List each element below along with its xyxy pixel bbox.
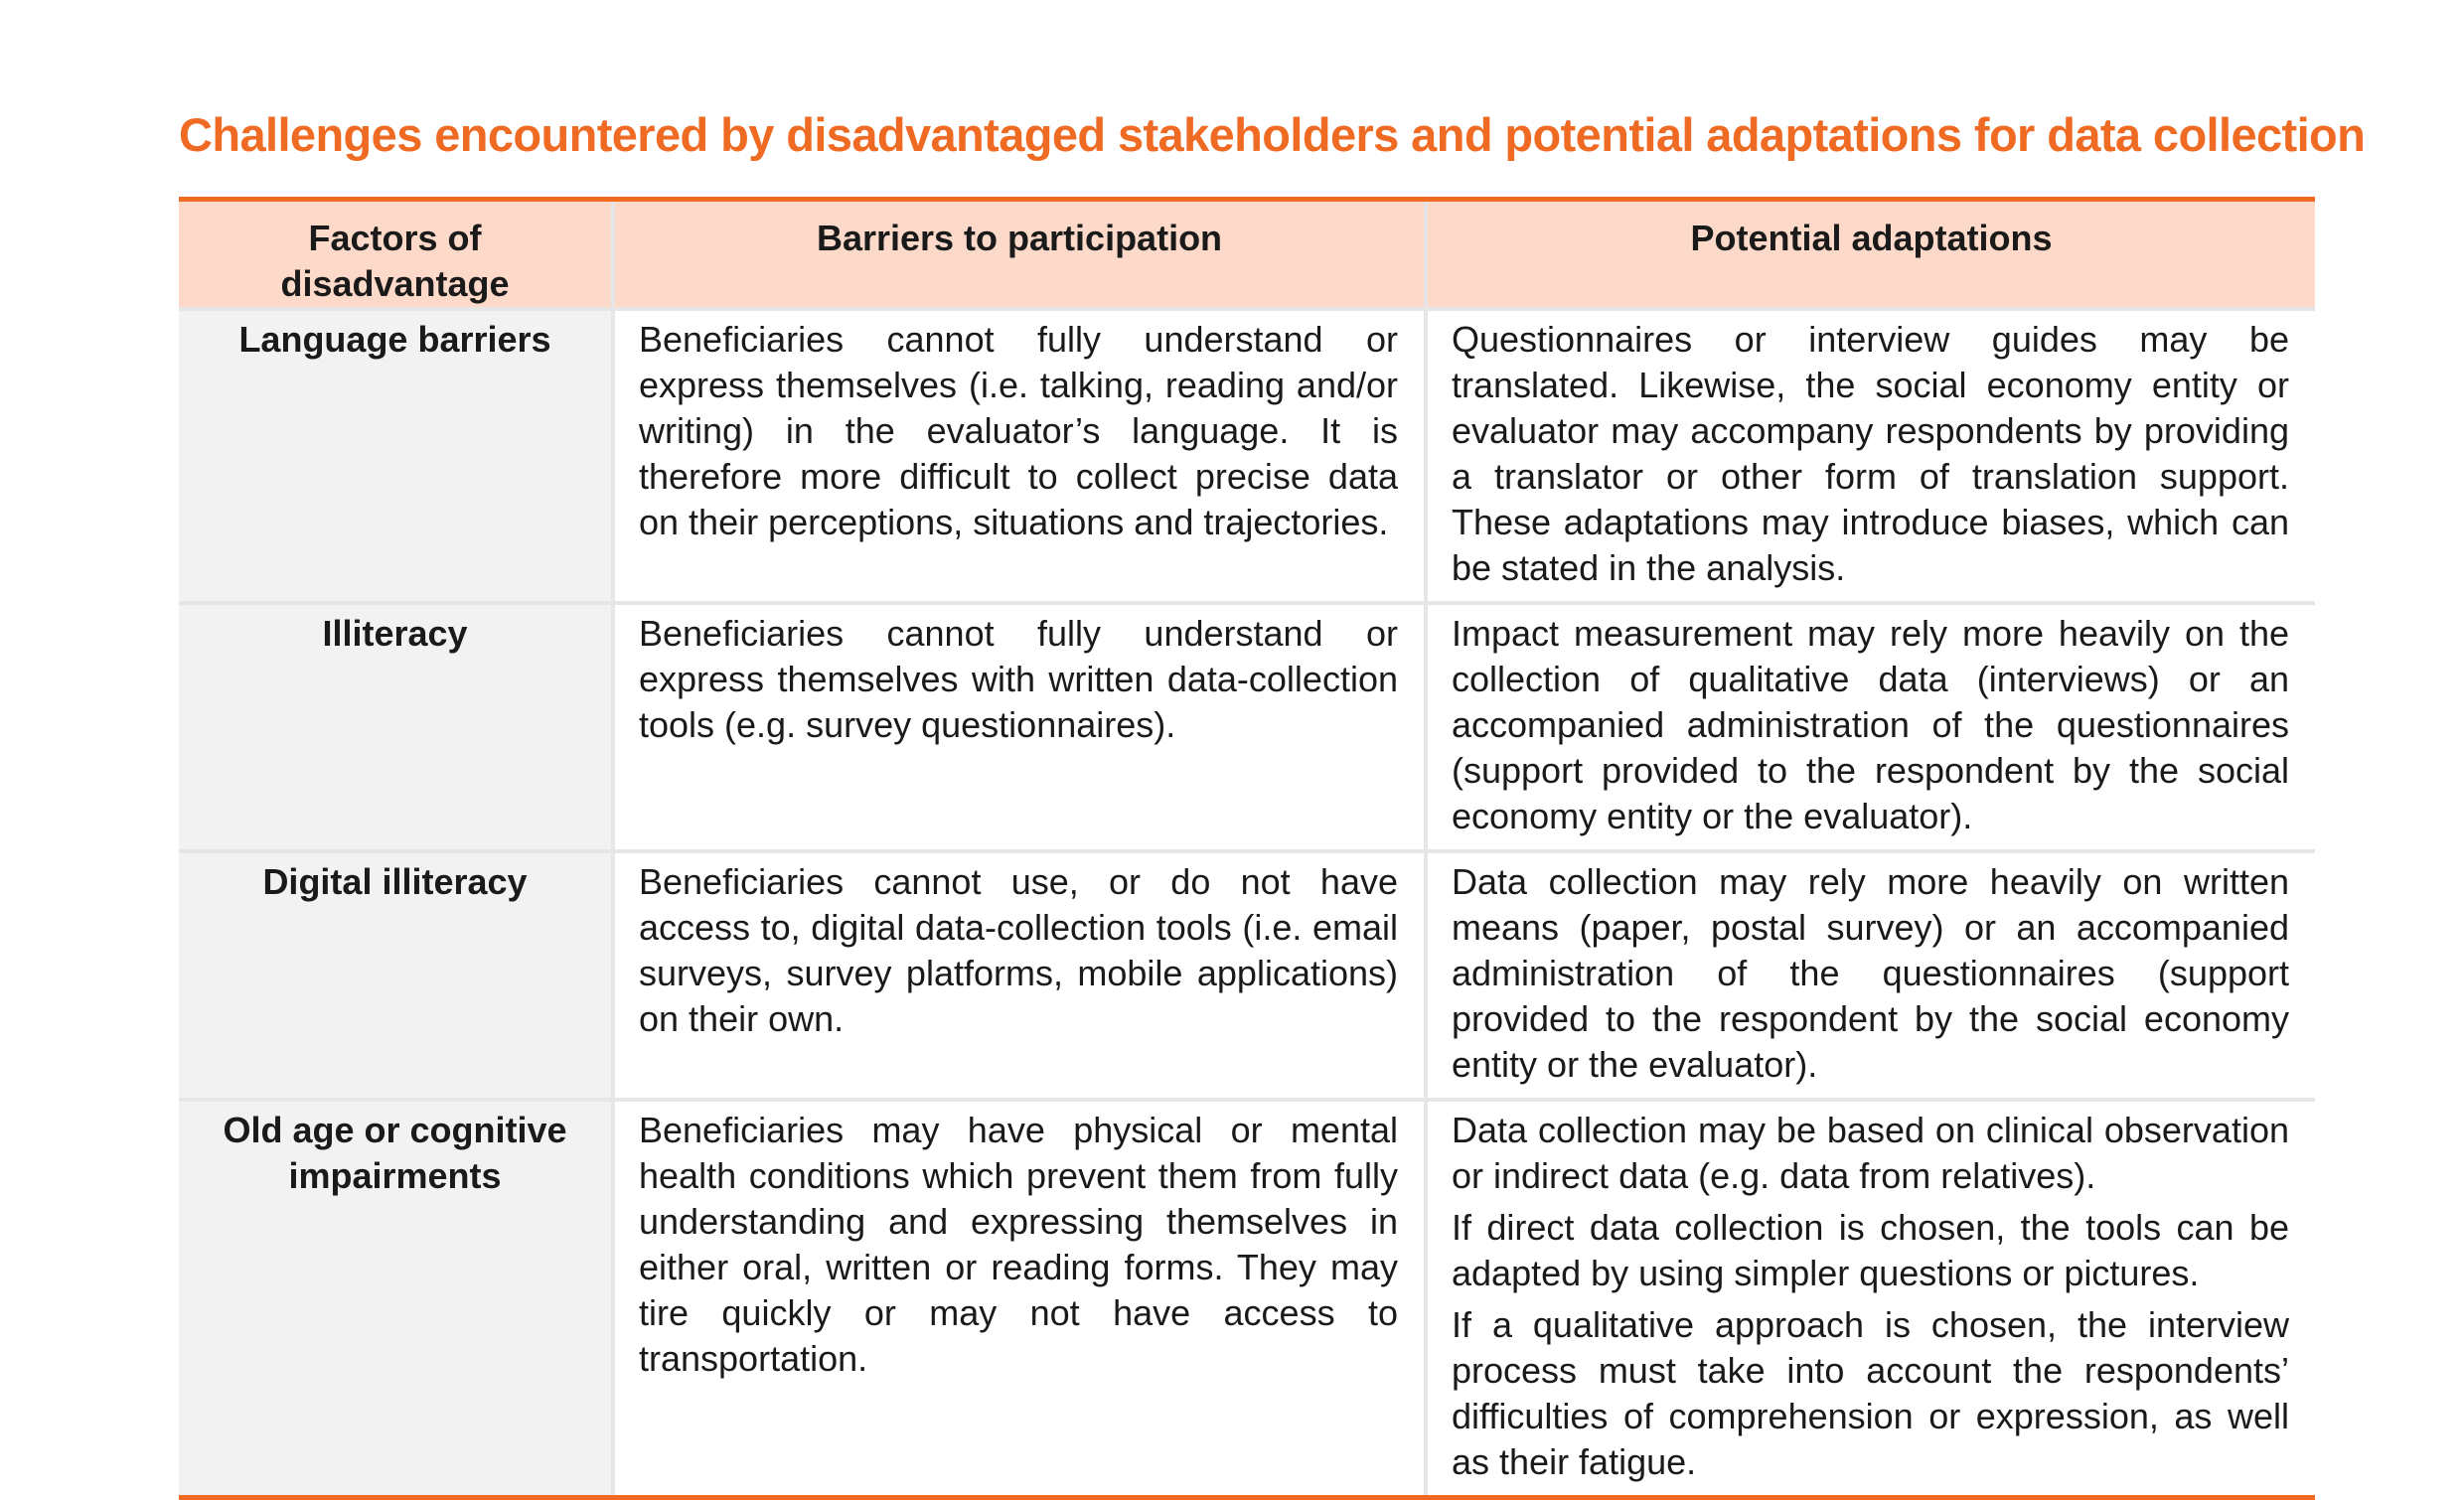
adaptation-cell [1426,1100,2315,1498]
factor-cell: Language barriers [179,309,613,603]
barrier-cell: Beneficiaries cannot fully understand or express themselves with written data-collection tools (e.g. survey questionnaires). [613,603,1426,851]
table-title: Challenges encountered by disadvantaged stakeholders and potential adaptations for data collection [179,108,2366,161]
adaptation-cell [1426,851,2315,1100]
header-factors: Factors of disadvantage [179,200,613,310]
header-row [179,200,2315,310]
factor-cell: Old age or cognitive impairments [179,1100,613,1498]
barrier-cell: Beneficiaries cannot fully understand or express themselves (i.e. talking, reading and/or writing) in the evaluator’s language. It is therefore more difficult to collect precise data on their perceptions, situations and trajectories. [613,309,1426,603]
disadvantage-table [179,197,2315,1500]
factor-cell: Digital illiteracy [179,851,613,1100]
barrier-cell: Beneficiaries may have physical or mental health conditions which prevent them from fully understanding and expressing themselves in either oral, written or reading forms. They may tire quickly or may not have access to transportation. [613,1100,1426,1498]
table-row [179,603,2315,851]
table-row [179,851,2315,1100]
adaptation-paragraph: Impact measurement may rely more heavily on the collection of qualitative data (interviews) or an accompanied administration of the questionnaires (support provided to the respondent by the social economy entity or the evaluator). [1452,613,2289,836]
adaptation-paragraph: If a qualitative approach is chosen, the interview process must take into account the respondents’ difficulties of comprehension or expression, as well as their fatigue. [1452,1304,2289,1482]
table-row [179,309,2315,603]
header-adaptations: Potential adaptations [1426,200,2315,310]
table-row [179,1100,2315,1498]
adaptation-paragraph: Data collection may be based on clinical observation or indirect data (e.g. data from relatives). [1452,1110,2289,1196]
adaptation-paragraph: Data collection may rely more heavily on written means (paper, postal survey) or an accompanied administration of the questionnaires (support provided to the respondent by the social economy entity or the evaluator). [1452,861,2289,1085]
barrier-cell: Beneficiaries cannot use, or do not have access to, digital data-collection tools (i.e. email surveys, survey platforms, mobile applications) on their own. [613,851,1426,1100]
factor-cell: Illiteracy [179,603,613,851]
adaptation-paragraph: If direct data collection is chosen, the tools can be adapted by using simpler questions or pictures. [1452,1207,2289,1293]
adaptation-cell [1426,309,2315,603]
header-barriers: Barriers to participation [613,200,1426,310]
adaptation-paragraph: Questionnaires or interview guides may be translated. Likewise, the social economy entity or evaluator may accompany respondents by providing a translator or other form of translation support. These adaptations may introduce biases, which can be stated in the analysis. [1452,319,2289,588]
adaptation-cell [1426,603,2315,851]
